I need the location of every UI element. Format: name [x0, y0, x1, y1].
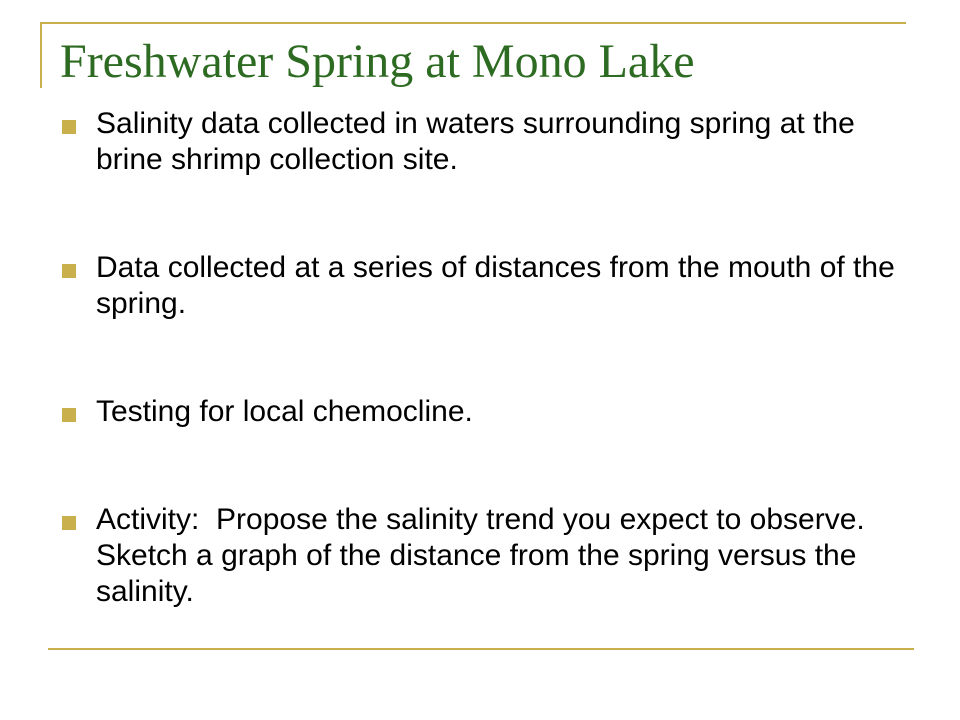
bullet-list [58, 106, 918, 610]
bullet-item [58, 502, 918, 610]
square-bullet-icon [62, 264, 76, 278]
bullet-text: Salinity data collected in waters surrounding spring at the brine shrimp collection site. [96, 107, 864, 176]
bullet-text: Testing for local chemocline. [96, 395, 473, 428]
square-bullet-icon [62, 408, 76, 422]
left-rule [40, 22, 42, 88]
slide-title: Freshwater Spring at Mono Lake [60, 35, 695, 88]
top-rule [40, 22, 906, 24]
bullet-item [58, 106, 918, 178]
square-bullet-icon [62, 120, 76, 134]
bullet-item [58, 394, 918, 430]
bottom-rule [48, 648, 914, 650]
bullet-text: Data collected at a series of distances from the mouth of the spring. [96, 251, 904, 320]
bullet-item [58, 250, 918, 322]
square-bullet-icon [62, 516, 76, 530]
bullet-text: Activity: Propose the salinity trend you expect to observe. Sketch a graph of the distance from the spring versus the salinity. [96, 503, 882, 608]
